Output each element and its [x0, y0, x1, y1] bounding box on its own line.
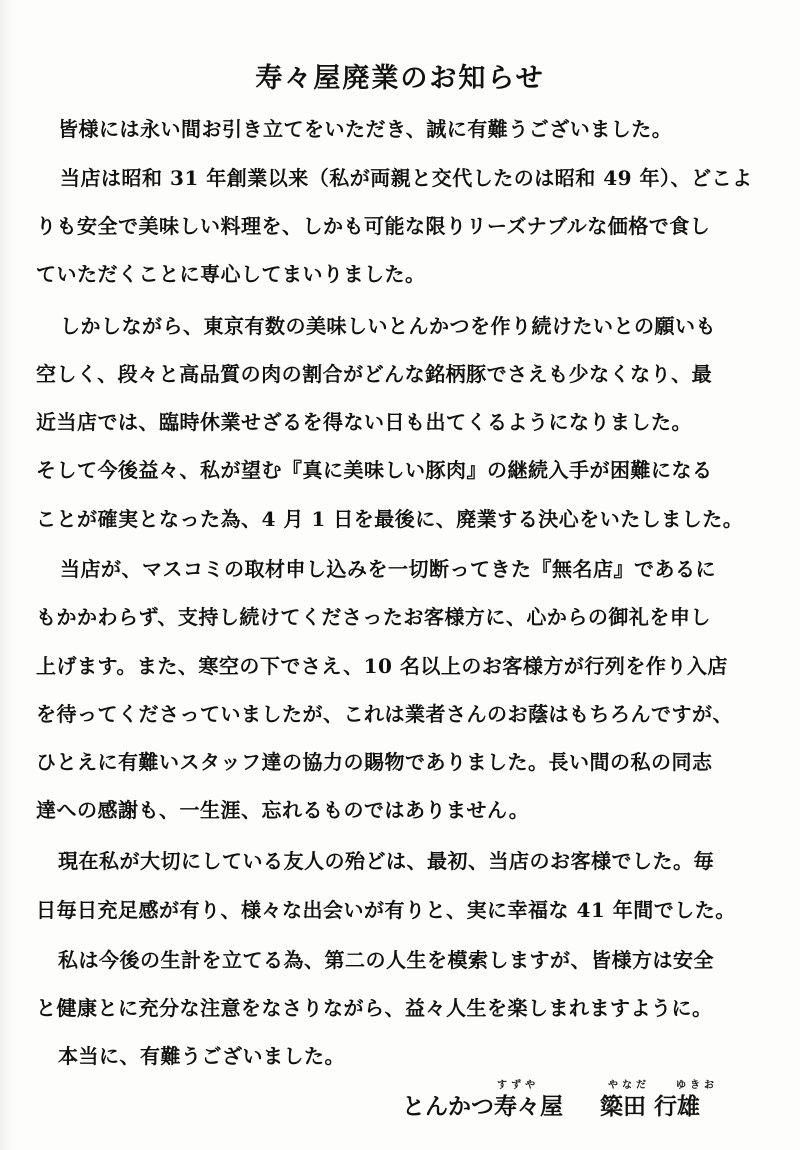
paragraph-line: そして今後益々、私が望む『真に美味しい豚肉』の継続入手が困難になる: [36, 458, 713, 482]
owner-signature: 簗田 行雄: [600, 1093, 701, 1120]
paragraph-line: 上げます。また、寒空の下でさえ、10 名以上のお客様方が行列を作り入店: [36, 654, 728, 678]
paragraph-line: 日毎日充足感が有り、様々な出会いが有りと、実に幸福な 41 年間でした。: [36, 898, 736, 922]
notice-title: 寿々屋廃業のお知らせ: [255, 63, 545, 94]
paragraph-line: 空しく、段々と高品質の肉の割合がどんな銘柄豚でさえも少なくなり、最: [36, 362, 713, 386]
paragraph-line: しかしながら、東京有数の美味しいとんかつを作り続けたいとの願いも: [60, 314, 716, 338]
paragraph-line: 当店が、マスコミの取材申し込みを一切断ってきた『無名店』であるに: [60, 557, 716, 581]
paragraph-line: と健康とに充分な注意をなさりながら、益々人生を楽しまれますように。: [36, 996, 713, 1020]
family-name-ruby: やなだ: [608, 1080, 650, 1091]
paragraph-line: 近当店では、臨時休業せざるを得ない日も出てくるようになりました。: [36, 410, 692, 434]
paragraph-line: 当店は昭和 31 年創業以来（私が両親と交代したのは昭和 49 年）、どこよ: [60, 166, 753, 190]
paragraph-line: 皆様には永い間お引き立てをいただき、誠に有難うございました。: [58, 117, 673, 141]
paragraph-line: ていただくことに専心してまいりました。: [36, 262, 426, 286]
paragraph-line: りも安全で美味しい料理を、しかも可能な限りリーズナブルな価格で食し: [36, 214, 711, 238]
paragraph-line: 本当に、有難うございました。: [58, 1044, 345, 1068]
paragraph-line: を待ってくださっていましたが、これは業者さんのお蔭はもちろんですが、: [36, 702, 733, 726]
paragraph-line: もかかわらず、支持し続けてくださったお客様方に、心からの御礼を申し: [36, 605, 711, 629]
paragraph-line: 現在私が大切にしている友人の殆どは、最初、当店のお客様でした。毎: [58, 849, 714, 873]
given-name-ruby: ゆきお: [676, 1080, 718, 1091]
shop-signature: とんかつ寿々屋: [402, 1093, 563, 1120]
shop-name-ruby: すずや: [497, 1080, 540, 1091]
paragraph-line: ことが確実となった為、4 月 1 日を最後に、廃業する決心をいたしました。: [36, 507, 744, 531]
paragraph-line: 私は今後の生計を立てる為、第二の人生を模索しますが、皆様方は安全: [58, 948, 714, 972]
paragraph-line: ひとえに有難いスタッフ達の協力の賜物でありました。長い間の私の同志: [36, 750, 713, 774]
paragraph-line: 達への感謝も、一生涯、忘れるものではありません。: [36, 798, 530, 822]
